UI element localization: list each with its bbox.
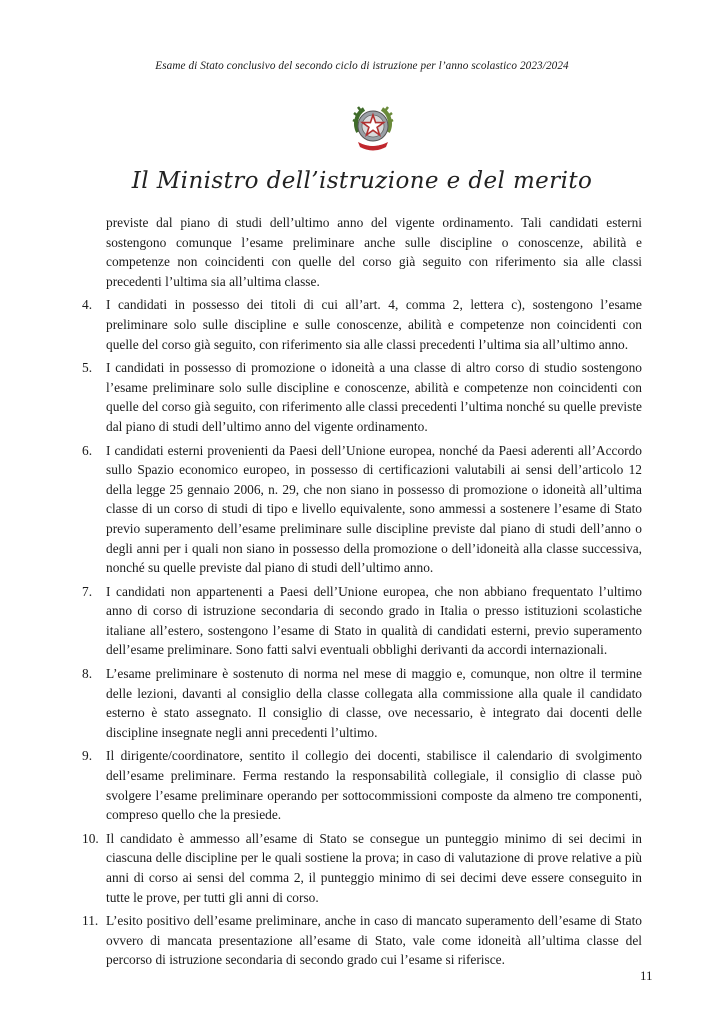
item-number: 5. — [82, 360, 93, 376]
list-item — [82, 664, 642, 742]
item-text: Il dirigente/coordinatore, sentito il collegio dei docenti, stabilisce il calendario di svolgimento dell’esame preliminare. Ferma restando la responsabilità collegiale, il consiglio di classe può svolgere l’esame preliminare operando per sottocommissioni composte da almeno tre componenti, compreso quello che la presiede. — [106, 748, 642, 823]
item-text: L’esame preliminare è sostenuto di norma nel mese di maggio e, comunque, non oltre il termine delle lezioni, davanti al consiglio della classe collegata alla commissione alla quale il candidato esterno è stato assegnato. Il consiglio di classe, ove necessario, è integrato dai docenti delle discipline insegnate negli anni precedenti l’ultimo. — [106, 666, 642, 740]
item-text: I candidati esterni provenienti da Paesi dell’Unione europea, nonché da Paesi aderenti all’Accordo sullo Spazio economico europeo, in possesso di certificazioni valutabili ai sensi dell’articolo 12 della legge 25 gennaio 2006, n. 29, che non siano in possesso di promozione o idoneità all’ultima classe di un corso di studi di tipo e livello equivalente, sono ammessi a sostenere l’esame di Stato previo superamento dell’esame preliminare sulle discipline previste dal piano di studi dell’anno o degli anni per i quali non siano in possesso della promozione o dell’idoneità alla classe successiva, nonché su quelle previste dal piano di studi dell’ultimo anno. — [106, 442, 642, 576]
item-text: Il candidato è ammesso all’esame di Stato se consegue un punteggio minimo di sei decimi in ciascuna delle discipline per le quali sostiene la prova; in caso di valutazione di prove relative a più anni di corso ai sensi del comma 2, il punteggio minimo di sei decimi deve essere conseguito in tutte le prove, per tutti gli anni di corso. — [106, 830, 642, 905]
list-item — [82, 358, 642, 436]
item-text: L’esito positivo dell’esame preliminare, anche in caso di mancato superamento dell’esame di Stato ovvero di mancata presentazione all’esame di Stato, vale come idoneità all’ultima classe del percorso di istruzione secondaria di secondo grado cui l’esame si riferisce. — [106, 913, 642, 968]
continuation-paragraph: previste dal piano di studi dell’ultimo anno del vigente ordinamento. Tali candidati esterni sostengono comunque l’esame preliminare anche sulle discipline o conoscenze, abilità e competenze non coincidenti con quelle del corso già seguito con riferimento sia alle classi precedenti l’ultima sia all’ultima classe. — [106, 215, 642, 289]
page-number: 11 — [640, 968, 653, 983]
item-number: 10. — [82, 830, 99, 846]
list-item — [82, 746, 642, 824]
ministry-title: Il Ministro dell’istruzione e del merito — [131, 168, 593, 194]
item-number: 7. — [82, 583, 93, 599]
running-header: Esame di Stato conclusivo del secondo ciclo di istruzione per l’anno scolastico 2023/2024 — [155, 60, 569, 72]
item-number: 4. — [82, 297, 93, 313]
item-number: 11. — [82, 913, 99, 929]
list-item — [82, 295, 642, 354]
list-item — [82, 582, 642, 660]
item-text: I candidati in possesso di promozione o idoneità a una classe di altro corso di studio sostengono l’esame preliminare solo sulle discipline e conoscenze, abilità e competenze non coincidenti con quelle del corso già seguito, con riferimento alle classi precedenti l’ultima nonché su quelle previste dal piano di studi dell’ultimo anno del vigente ordinamento. — [106, 360, 642, 434]
item-text: I candidati in possesso dei titoli di cui all’art. 4, comma 2, lettera c), sostengono l’esame preliminare solo sulle discipline e sulle conoscenze, abilità e competenze non coincidenti con quelle del corso già seguito, con riferimento sia alle classi precedenti l’ultima sia all’ultimo anno. — [106, 297, 642, 352]
item-text: I candidati non appartenenti a Paesi dell’Unione europea, che non abbiano frequentato l’ultimo anno di corso di istruzione secondaria di secondo grado in Italia o presso istituzioni scolastiche italiane all’estero, sostengono l’esame di Stato in qualità di candidati esterni, previo superamento dell’esame preliminare. Sono fatti salvi eventuali obblighi derivanti da accordi internazionali. — [106, 583, 642, 658]
item-number: 6. — [82, 442, 93, 458]
list-item — [82, 441, 642, 578]
document-body — [82, 213, 642, 974]
italian-republic-emblem-icon — [348, 102, 398, 154]
list-item — [82, 911, 642, 970]
list-item — [82, 829, 642, 907]
item-number: 8. — [82, 666, 93, 682]
item-number: 9. — [82, 748, 93, 764]
